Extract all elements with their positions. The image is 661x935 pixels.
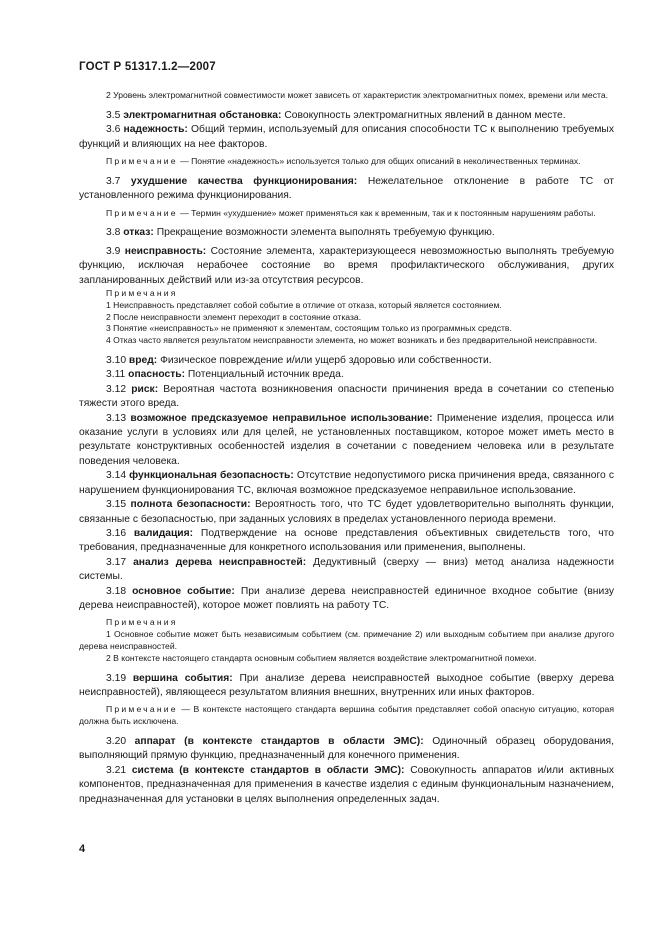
note-item: 1 Основное событие может быть независимым событием (см. примечание 2) или выходным событием при анализе другого дерева неисправностей. <box>79 629 614 651</box>
note-body: — Термин «ухудшение» может применяться как к временным, так и к постоянным нарушениям работы. <box>177 207 596 218</box>
inline-note <box>79 704 614 728</box>
note-body: — В контексте настоящего стандарта вершина события представляет собой опасную ситуацию, которая должна быть исключена. <box>79 704 614 727</box>
note-body: — Понятие «надежность» используется только для общих описаний в неколичественных терминах. <box>177 156 581 167</box>
term-name: аппарат (в контексте стандартов в области ЭМС): <box>134 735 424 747</box>
term-name: надежность: <box>123 124 188 136</box>
term-entry-3-19 <box>79 672 614 701</box>
term-definition: Дедуктивный (сверху — вниз) метод анализа надежности системы. <box>79 556 614 583</box>
term-definition: При анализе дерева неисправностей выходное событие (вверху дерева неисправностей), являющееся результатом влияния внешних, внутренних или иных факторов. <box>79 672 614 698</box>
term-name: вред: <box>128 355 158 367</box>
term-number: 3.20 <box>106 735 127 747</box>
inline-note <box>79 156 614 168</box>
term-entry-3-12 <box>79 383 614 412</box>
inline-note <box>79 208 614 220</box>
term-entry-3-9 <box>79 245 614 288</box>
term-entry-3-18 <box>79 585 614 614</box>
term-name: ухудшение качества функционирования: <box>130 175 358 187</box>
term-entry-3-21 <box>79 764 614 807</box>
term-number: 3.18 <box>106 585 127 597</box>
term-entry-3-13 <box>79 412 614 470</box>
term-entry-3-14 <box>79 469 614 498</box>
term-number: 3.7 <box>106 175 121 187</box>
term-number: 3.21 <box>106 764 127 776</box>
term-name: риск: <box>131 383 159 395</box>
page-number: 4 <box>79 843 86 855</box>
note-item: 3 Понятие «неисправность» не применяют к элементам, состоящим только из программных средств. <box>106 323 512 334</box>
note-label: Примечание <box>106 704 178 715</box>
notes-label: Примечания <box>106 288 178 299</box>
term-entry-3-20 <box>79 735 614 764</box>
term-name: функциональная безопасность: <box>129 470 294 482</box>
term-name: электромагнитная обстановка: <box>123 109 282 121</box>
term-definition: Физическое повреждение и/или ущерб здоровью или собственности. <box>157 355 492 367</box>
notes-heading <box>79 617 614 629</box>
term-name: опасность: <box>128 369 186 381</box>
term-definition: Одиночный образец оборудования, выполняющий прямую функцию, предназначенный для конечного применения. <box>79 735 614 762</box>
term-definition: Подтверждение на основе представления объективных свидетельств того, что требования, предназначенные для конкретного использования или применения, выполнены. <box>79 527 614 554</box>
term-definition: Совокупность аппаратов и/или активных компонентов, предназначенная для применения в качестве изделия с единым функциональным назначением, предназначенная для установки в целях выполнения определенных задач. <box>79 764 615 805</box>
term-definition: Отсутствие недопустимого риска причинения вреда, связанного с нарушением функционирования ТС, включая возможное предсказуемое неправильное использование. <box>79 470 614 496</box>
note-item: 4 Отказ часто является результатом неисправности элемента, но может возникать и без предварительной неисправности. <box>106 335 598 346</box>
term-name: валидация: <box>133 527 194 539</box>
term-number: 3.12 <box>106 383 127 395</box>
term-definition: Совокупность электромагнитных явлений в данном месте. <box>281 109 566 121</box>
term-number: 3.13 <box>106 412 127 424</box>
term-name: возможное предсказуемое неправильное использование: <box>130 412 433 424</box>
term-number: 3.10 <box>106 355 127 367</box>
term-number: 3.8 <box>106 227 121 239</box>
document-header: ГОСТ Р 51317.1.2—2007 <box>79 61 216 73</box>
term-definition: При анализе дерева неисправностей единичное входное событие (внизу дерева неисправностей), которое может повлиять на работу ТС. <box>79 585 615 611</box>
term-entry-3-15 <box>79 498 614 527</box>
term-number: 3.16 <box>106 527 127 539</box>
term-number: 3.15 <box>106 499 127 511</box>
term-name: неисправность: <box>124 245 207 257</box>
note-label: Примечание <box>106 156 178 167</box>
term-entry-3-11 <box>79 368 614 382</box>
term-name: вершина события: <box>132 672 233 684</box>
term-entry-3-6 <box>79 123 614 152</box>
note-text: 2 Уровень электромагнитной совместимости может зависеть от характеристик электромагнитных помех, времени или места. <box>106 90 609 100</box>
term-name: отказ: <box>123 227 154 239</box>
term-entry-3-5 <box>79 109 614 123</box>
term-name: система (в контексте стандартов в области ЭМС): <box>131 764 405 776</box>
term-number: 3.6 <box>106 124 121 136</box>
term-entry-3-17 <box>79 556 614 585</box>
term-name: полнота безопасности: <box>130 499 251 511</box>
term-name: анализ дерева неисправностей: <box>133 556 307 568</box>
note-label: Примечание <box>106 207 178 218</box>
notes-list <box>79 617 614 664</box>
term-name: основное событие: <box>132 585 235 597</box>
note-item: 2 После неисправности элемент переходит в состояние отказа. <box>106 311 362 322</box>
term-entry-3-8 <box>79 226 614 240</box>
notes-heading <box>79 288 614 300</box>
term-definition: Потенциальный источник вреда. <box>185 369 344 381</box>
term-number: 3.9 <box>106 245 121 257</box>
term-entry-3-7 <box>79 175 614 204</box>
term-entry-3-10 <box>79 354 614 368</box>
note-item: 1 Неисправность представляет собой событие в отличие от отказа, который является состоянием. <box>106 299 502 310</box>
term-definition: Вероятность того, что ТС будет удовлетворительно выполнять функции, связанные с безопасностью, при заданных условиях в пределах установленного периода времени. <box>79 499 614 525</box>
term-number: 3.5 <box>106 109 121 121</box>
notes-list <box>79 288 614 347</box>
document-body <box>79 90 614 811</box>
notes-label: Примечания <box>106 617 178 628</box>
term-definition: Применение изделия, процесса или оказание услуги в условиях или для целей, не установленных поставщиком, которое может иметь место в результате конструктивных особенностей изделия в сочетании с поведением человека или в результате поведения человека. <box>79 412 614 467</box>
term-number: 3.17 <box>106 556 127 568</box>
term-number: 3.11 <box>106 369 126 381</box>
term-definition: Прекращение возможности элемента выполнять требуемую функцию. <box>153 227 495 239</box>
term-definition: Общий термин, используемый для описания способности ТС к выполнению требуемых функций и влияющих на нее факторов. <box>79 124 614 150</box>
term-number: 3.19 <box>106 672 127 684</box>
note-item: 2 В контексте настоящего стандарта основным событием является воздействие электромагнитной помехи. <box>106 652 537 663</box>
term-entry-3-16 <box>79 527 614 556</box>
term-definition: Нежелательное отклонение в работе ТС от установленного режима функционирования. <box>79 175 614 202</box>
term-definition: Состояние элемента, характеризующееся невозможностью выполнять требуемую функцию, исключая нерабочее состояние во время профилактического обслуживания, других запланированных действий или из-за отсутствия ресурсов. <box>79 245 614 286</box>
term-definition: Вероятная частота возникновения опасности причинения вреда в сочетании со степенью тяжести этого вреда. <box>79 383 614 410</box>
term-number: 3.14 <box>106 470 127 482</box>
